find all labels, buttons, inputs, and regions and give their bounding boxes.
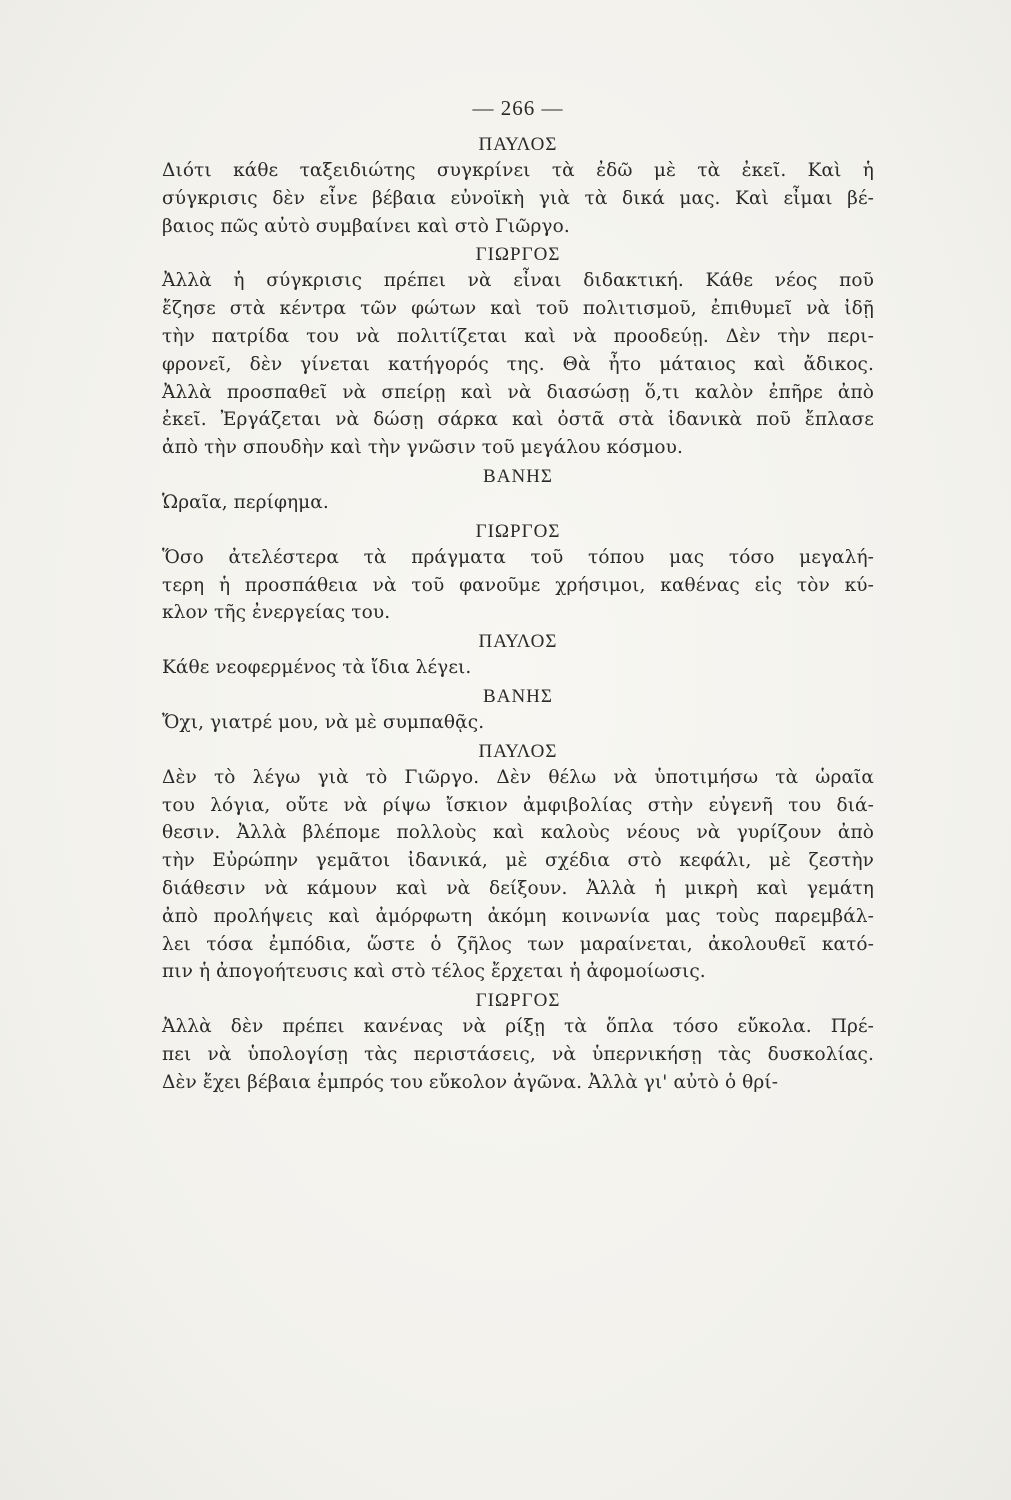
speech-line: Ὅσο ἀτελέστερα τὰ πράγματα τοῦ τόπου μας τόσο μεγαλή- bbox=[162, 546, 874, 568]
dialogue-block bbox=[162, 988, 874, 1096]
speech-line: πει νὰ ὑπολογίσῃ τὰς περιστάσεις, νὰ ὑπερνικήσῃ τὰς δυσκολίας. bbox=[162, 1043, 874, 1065]
dialogue-block bbox=[162, 519, 874, 627]
speech-line: Ἀλλὰ ἡ σύγκρισις πρέπει νὰ εἶναι διδακτική. Κάθε νέος ποῦ bbox=[162, 270, 874, 292]
speech-line: Δὲν ἔχει βέβαια ἐμπρός του εὔκολον ἀγῶνα. Ἀλλὰ γι' αὐτὸ ὁ θρί- bbox=[162, 1071, 779, 1093]
speech-text bbox=[162, 157, 874, 240]
speech-line: διάθεσιν νὰ κάμουν καὶ νὰ δείξουν. Ἀλλὰ ἡ μικρὴ καὶ γεμάτη bbox=[162, 877, 874, 899]
speech-line: τὴν πατρίδα του νὰ πολιτίζεται καὶ νὰ προοδεύῃ. Δὲν τὴν περι- bbox=[162, 325, 874, 347]
speech-line: του λόγια, οὔτε νὰ ρίψω ἴσκιον ἀμφιβολίας στὴν εὐγενῆ του διά- bbox=[162, 794, 874, 816]
dialogue-block bbox=[162, 629, 874, 682]
speech-text bbox=[162, 489, 874, 517]
speech-line: βαιος πῶς αὐτὸ συμβαίνει καὶ στὸ Γιῶργο. bbox=[162, 215, 570, 237]
speech-line: φρονεῖ, δὲν γίνεται κατήγορός της. Θὰ ἦτο μάταιος καὶ ἄδικος. bbox=[162, 353, 874, 375]
speech-text bbox=[162, 764, 874, 986]
speech-line: Ἀλλὰ δὲν πρέπει κανένας νὰ ρίξῃ τὰ ὅπλα τόσο εὔκολα. Πρέ- bbox=[162, 1016, 874, 1038]
speech-line: θεσιν. Ἀλλὰ βλέπομε πολλοὺς καὶ καλοὺς νέους νὰ γυρίζουν ἀπὸ bbox=[162, 822, 874, 844]
speech-line: Κάθε νεοφερμένος τὰ ἴδια λέγει. bbox=[162, 657, 472, 679]
speech-line: ἀπὸ τὴν σπουδὴν καὶ τὴν γνῶσιν τοῦ μεγάλου κόσμου. bbox=[162, 437, 683, 459]
dialogue-block bbox=[162, 464, 874, 517]
speech-line: ἐκεῖ. Ἐργάζεται νὰ δώσῃ σάρκα καὶ ὀστᾶ στὰ ἰδανικὰ ποῦ ἔπλασε bbox=[162, 409, 874, 431]
speaker-name: ΓΙΩΡΓΟΣ bbox=[475, 520, 561, 542]
speaker-name: ΒΑΝΗΣ bbox=[483, 685, 553, 707]
speech-line: Ἀλλὰ προσπαθεῖ νὰ σπείρῃ καὶ νὰ διασώσῃ ὅ,τι καλὸν ἐπῆρε ἀπὸ bbox=[162, 381, 874, 403]
speaker-name: ΠΑΥΛΟΣ bbox=[478, 134, 558, 155]
speech-line: Δὲν τὸ λέγω γιὰ τὸ Γιῶργο. Δὲν θέλω νὰ ὑποτιμήσω τὰ ὡραῖα bbox=[162, 766, 874, 788]
speech-text bbox=[162, 1013, 874, 1096]
speech-text bbox=[162, 267, 874, 462]
speech-line: πιν ἡ ἀπογοήτευσις καὶ στὸ τέλος ἔρχεται ἡ ἀφομοίωσις. bbox=[162, 961, 706, 983]
dialogue-block bbox=[162, 132, 874, 240]
speech-text bbox=[162, 654, 874, 682]
dialogue-block bbox=[162, 684, 874, 737]
speech-line: ἔζησε στὰ κέντρα τῶν φώτων καὶ τοῦ πολιτισμοῦ, ἐπιθυμεῖ νὰ ἰδῇ bbox=[162, 298, 874, 320]
speaker-name: ΓΙΩΡΓΟΣ bbox=[475, 244, 561, 266]
speaker-name: ΒΑΝΗΣ bbox=[483, 465, 553, 487]
speech-text bbox=[162, 544, 874, 627]
speech-line: λει τόσα ἐμπόδια, ὥστε ὁ ζῆλος των μαραίνεται, ἀκολουθεῖ κατό- bbox=[162, 933, 874, 955]
speaker-name: ΠΑΥΛΟΣ bbox=[478, 631, 558, 653]
speech-text bbox=[162, 709, 874, 737]
speech-line: ἀπὸ προλήψεις καὶ ἀμόρφωτη ἀκόμη κοινωνία μας τοὺς παρεμβάλ- bbox=[162, 905, 874, 927]
page-number: — 266 — bbox=[472, 96, 564, 120]
speech-line: τερη ἡ προσπάθεια νὰ τοῦ φανοῦμε χρήσιμοι, καθένας εἰς τὸν κύ- bbox=[162, 574, 874, 596]
page-content bbox=[162, 92, 874, 1099]
speech-line: Ὡραῖα, περίφημα. bbox=[162, 491, 329, 513]
speech-line: Διότι κάθε ταξειδιώτης συγκρίνει τὰ ἐδῶ μὲ τὰ ἐκεῖ. Καὶ ἡ bbox=[162, 160, 874, 181]
dialogue bbox=[162, 132, 874, 1097]
speech-line: κλον τῆς ἐνεργείας του. bbox=[162, 602, 391, 624]
dialogue-block bbox=[162, 242, 874, 462]
speaker-name: ΠΑΥΛΟΣ bbox=[478, 740, 558, 762]
speech-line: σύγκρισις δὲν εἶνε βέβαια εὐνοϊκὴ γιὰ τὰ δικά μας. Καὶ εἶμαι βέ- bbox=[162, 187, 874, 209]
dialogue-block bbox=[162, 739, 874, 986]
speech-line: τὴν Εὐρώπην γεμᾶτοι ἰδανικά, μὲ σχέδια στὸ κεφάλι, μὲ ζεστὴν bbox=[162, 850, 874, 872]
speech-line: Ὄχι, γιατρέ μου, νὰ μὲ συμπαθᾷς. bbox=[162, 711, 485, 733]
speaker-name: ΓΙΩΡΓΟΣ bbox=[475, 990, 561, 1012]
